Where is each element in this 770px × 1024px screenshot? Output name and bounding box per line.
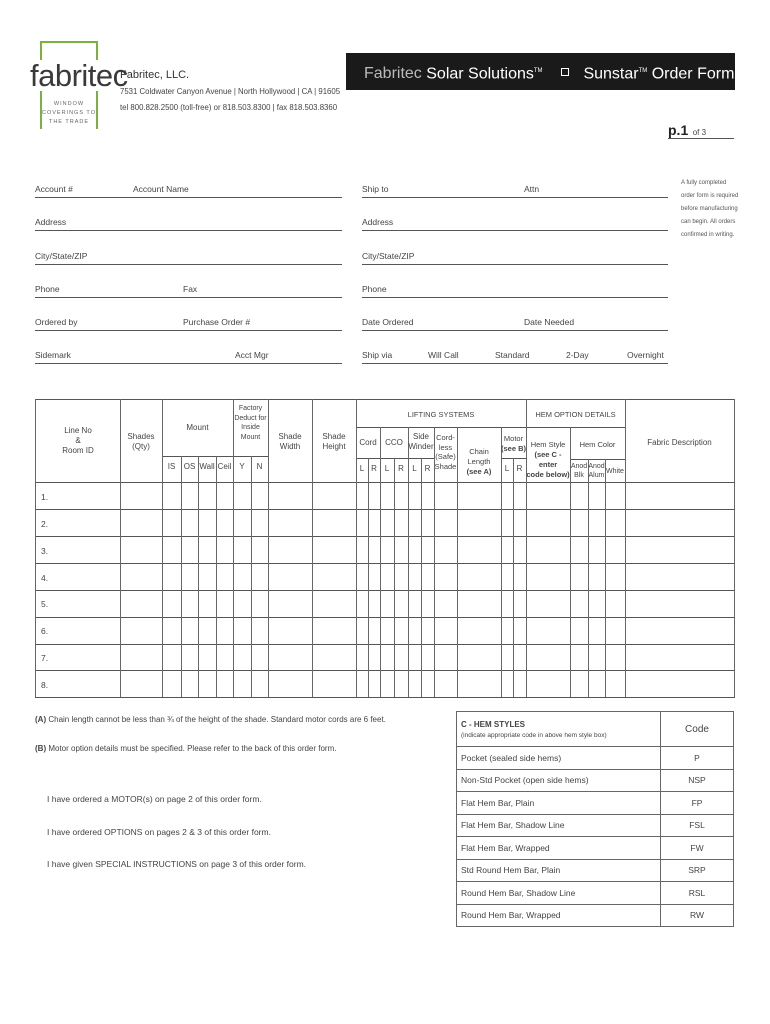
col-shade-height: Shade Height bbox=[322, 432, 346, 451]
account-number-label: Account # bbox=[35, 184, 73, 194]
col-lifting-systems: LIFTING SYSTEMS bbox=[407, 410, 475, 419]
hem-row: Non-Std Pocket (open side hems) NSP bbox=[457, 769, 734, 792]
hem-row: Std Round Hem Bar, Plain SRP bbox=[457, 859, 734, 882]
col-motor-l: L bbox=[504, 464, 510, 473]
col-cordless: Cord- less (Safe) Shade bbox=[434, 433, 457, 471]
ship-via-field[interactable] bbox=[362, 363, 668, 364]
company-name: Fabritec, LLC. bbox=[120, 69, 190, 81]
check-instructions[interactable]: I have given SPECIAL INSTRUCTIONS on page 3 of this order form. bbox=[47, 859, 307, 869]
col-cord: Cord bbox=[359, 438, 377, 447]
col-hem-color: Hem Color bbox=[579, 440, 616, 449]
hem-row: Pocket (sealed side hems) P bbox=[457, 747, 734, 770]
col-white: White bbox=[606, 468, 624, 475]
ordered-by-field[interactable] bbox=[35, 330, 342, 331]
logo-tagline: WINDOW COVERINGS TO THE TRADE bbox=[42, 101, 96, 125]
hem-row: Flat Hem Bar, Shadow Line FSL bbox=[457, 814, 734, 837]
col-anod-alum: Anod Alum bbox=[588, 463, 605, 479]
col-mount: Mount bbox=[186, 423, 209, 432]
col-cco: CCO bbox=[385, 438, 403, 447]
col-motor-r: R bbox=[516, 464, 523, 473]
logo-wordmark: fabritec bbox=[30, 58, 128, 93]
hem-row: Flat Hem Bar, Wrapped FW bbox=[457, 837, 734, 860]
col-motor: Motor (see B) bbox=[501, 434, 527, 453]
col-side-winder: Side Winder bbox=[408, 432, 434, 451]
two-day-option[interactable]: 2-Day bbox=[566, 350, 589, 360]
address-right-field[interactable] bbox=[362, 230, 668, 231]
phone-left-label: Phone bbox=[35, 284, 60, 294]
table-row[interactable]: 7. bbox=[41, 653, 49, 663]
col-hem-style: Hem Style (see C - enter code below) bbox=[526, 440, 570, 479]
purchase-order-label: Purchase Order # bbox=[183, 317, 251, 327]
ship-to-label: Ship to bbox=[362, 184, 389, 194]
address-right-label: Address bbox=[362, 217, 394, 227]
col-cord-l: L bbox=[359, 464, 365, 473]
table-row[interactable]: 6. bbox=[41, 626, 49, 636]
date-needed-label: Date Needed bbox=[524, 317, 575, 327]
city-right-field[interactable] bbox=[362, 264, 668, 265]
hem-styles-title: C - HEM STYLES (indicate appropriate code in above hem style box) bbox=[457, 712, 661, 747]
page-number: p.1 of 3 bbox=[668, 122, 707, 138]
overnight-option[interactable]: Overnight bbox=[627, 350, 664, 360]
side-note: A fully completed order form is required before manufacturing can begin. All orders confirmed in writing. bbox=[681, 180, 739, 238]
col-sw-l: L bbox=[412, 464, 417, 473]
ordered-by-label: Ordered by bbox=[35, 317, 78, 327]
account-field[interactable] bbox=[35, 197, 342, 198]
phone-fax-field[interactable] bbox=[35, 297, 342, 298]
hem-row: Round Hem Bar, Wrapped RW bbox=[457, 904, 734, 927]
hem-row: Flat Hem Bar, Plain FP bbox=[457, 792, 734, 815]
city-left-label: City/State/ZIP bbox=[35, 251, 88, 261]
table-row[interactable]: 8. bbox=[41, 680, 49, 690]
banner-tm: TM bbox=[533, 68, 543, 74]
col-shade-width: Shade Width bbox=[278, 432, 302, 451]
col-shades-qty: Shades (Qty) bbox=[127, 432, 155, 451]
acct-mgr-label: Acct Mgr bbox=[235, 350, 269, 360]
fax-label: Fax bbox=[183, 284, 198, 294]
col-factory-y: Y bbox=[239, 462, 245, 471]
city-left-field[interactable] bbox=[35, 264, 342, 265]
address-left-field[interactable] bbox=[35, 230, 342, 231]
col-mount-is: IS bbox=[167, 462, 176, 471]
note-a: (A) Chain length cannot be less than ¾ of the height of the shade. Standard motor cords are 6 feet. bbox=[35, 715, 386, 724]
dates-field[interactable] bbox=[362, 330, 668, 331]
banner-product: Solar Solutions bbox=[426, 65, 534, 83]
standard-option[interactable]: Standard bbox=[495, 350, 530, 360]
city-right-label: City/State/ZIP bbox=[362, 251, 415, 261]
sidemark-label: Sidemark bbox=[35, 350, 71, 360]
table-row[interactable]: 5. bbox=[41, 599, 49, 609]
phone-right-field[interactable] bbox=[362, 297, 668, 298]
col-factory-deduct: Factory Deduct for Inside Mount bbox=[234, 405, 267, 441]
check-options[interactable]: I have ordered OPTIONS on pages 2 & 3 of this order form. bbox=[47, 827, 271, 837]
col-chain-length: Chain Length (see A) bbox=[466, 447, 492, 476]
col-sw-r: R bbox=[424, 464, 431, 473]
col-cord-r: R bbox=[371, 464, 377, 473]
ship-to-field[interactable] bbox=[362, 197, 668, 198]
col-anod-blk: Anod Blk bbox=[570, 463, 588, 479]
col-mount-ceil: Ceil bbox=[217, 462, 232, 471]
phone-right-label: Phone bbox=[362, 284, 387, 294]
banner-square-icon bbox=[561, 68, 569, 76]
table-row[interactable]: 1. bbox=[41, 492, 49, 502]
col-line-no: Line No & Room ID bbox=[62, 426, 94, 455]
hem-row: Round Hem Bar, Shadow Line RSL bbox=[457, 882, 734, 905]
col-factory-n: N bbox=[256, 462, 263, 471]
title-banner bbox=[346, 53, 735, 90]
table-row[interactable]: 4. bbox=[41, 573, 49, 583]
will-call-option[interactable]: Will Call bbox=[428, 350, 459, 360]
col-fabric-description: Fabric Description bbox=[647, 438, 712, 447]
company-phones: tel 800.828.2500 (toll-free) or 818.503.8300 | fax 818.503.8360 bbox=[120, 103, 338, 112]
company-address: 7531 Coldwater Canyon Avenue | North Hollywood | CA | 91605 bbox=[120, 87, 341, 96]
page-number-rule bbox=[668, 138, 734, 139]
hem-code-header: Code bbox=[661, 712, 734, 747]
sidemark-field[interactable] bbox=[35, 363, 342, 364]
col-mount-wall: Wall bbox=[199, 462, 215, 471]
table-row[interactable]: 2. bbox=[41, 519, 49, 529]
col-mount-os: OS bbox=[183, 462, 196, 471]
banner-form: Order Form bbox=[651, 65, 735, 83]
ship-via-label: Ship via bbox=[362, 350, 393, 360]
account-name-label: Account Name bbox=[133, 184, 189, 194]
attn-label: Attn bbox=[524, 184, 540, 194]
col-cco-r: R bbox=[398, 464, 404, 473]
banner-brand: Fabritec bbox=[364, 65, 422, 83]
address-left-label: Address bbox=[35, 217, 67, 227]
banner-tm-2: TM bbox=[638, 68, 648, 74]
banner-sub: Sunstar bbox=[583, 65, 639, 83]
hem-styles-table bbox=[456, 711, 734, 927]
date-ordered-label: Date Ordered bbox=[362, 317, 414, 327]
col-cco-l: L bbox=[384, 464, 390, 473]
table-row[interactable]: 3. bbox=[41, 546, 49, 556]
col-hem-option-details: HEM OPTION DETAILS bbox=[535, 410, 616, 419]
check-motor[interactable]: I have ordered a MOTOR(s) on page 2 of this order form. bbox=[47, 794, 262, 804]
note-b: (B) Motor option details must be specified. Please refer to the back of this order form. bbox=[35, 744, 337, 753]
